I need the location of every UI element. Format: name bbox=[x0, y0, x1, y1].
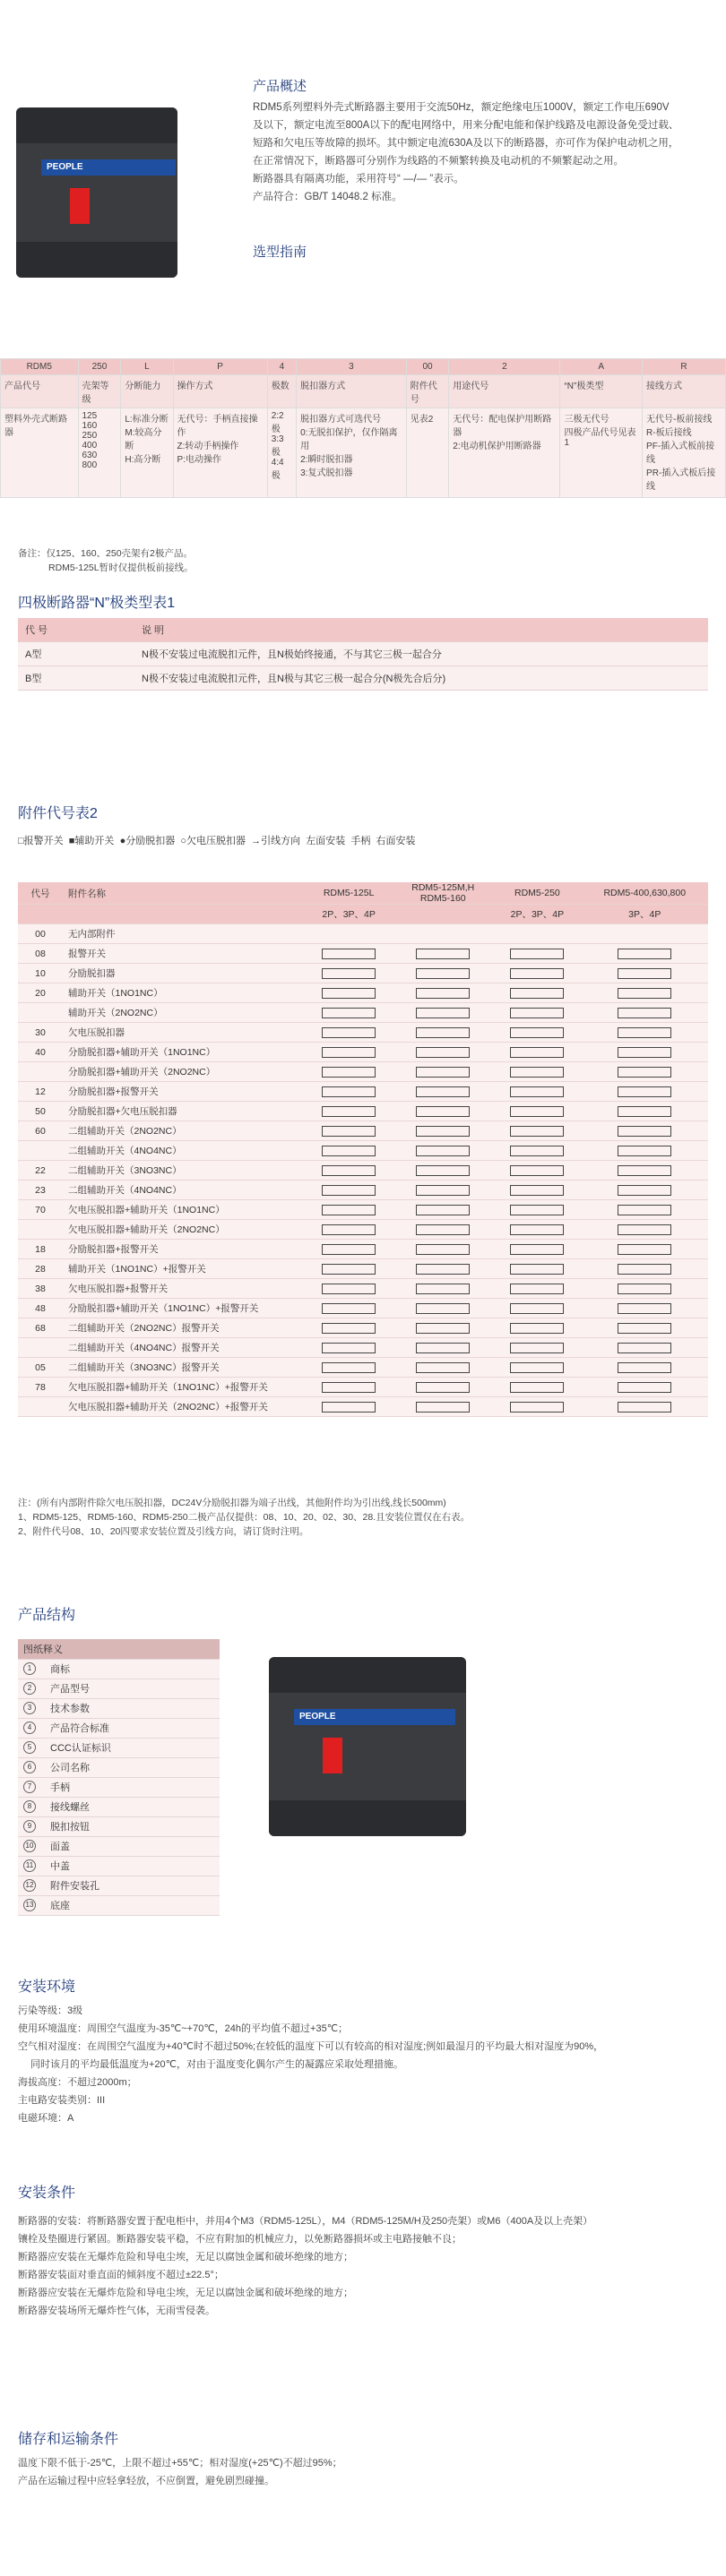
table-row: 分励脱扣器+辅助开关（2NO2NC） bbox=[18, 1062, 708, 1082]
list-item: 8 接线螺丝 bbox=[18, 1797, 220, 1816]
accessory-symbol bbox=[416, 1086, 470, 1097]
accessory-symbol bbox=[510, 1008, 564, 1018]
list-item: 9 脱扣按钮 bbox=[18, 1816, 220, 1836]
accessory-symbol bbox=[416, 1343, 470, 1353]
accessory-symbol bbox=[618, 1067, 671, 1078]
accessory-symbol bbox=[416, 1303, 470, 1314]
accessory-symbol bbox=[416, 1205, 470, 1215]
accessory-legend: □报警开关 ■辅助开关 ●分励脱扣器 ○欠电压脱扣器 →引线方向 左面安装 手柄 右面安装 bbox=[18, 836, 416, 846]
accessory-symbol bbox=[618, 1323, 671, 1334]
accessory-symbol bbox=[510, 1086, 564, 1097]
accessory-symbol bbox=[618, 1008, 671, 1018]
table-row: 30 欠电压脱扣器 bbox=[18, 1023, 708, 1043]
structure-breaker-image: PEOPLE bbox=[269, 1657, 466, 1836]
structure-title: 产品结构 bbox=[18, 1608, 76, 1623]
accessory-symbol bbox=[510, 1323, 564, 1334]
table-row: 二组辅助开关（4NO4NC）报警开关 bbox=[18, 1338, 708, 1358]
overview-title: 产品概述 bbox=[253, 79, 307, 94]
list-item: 11 中盖 bbox=[18, 1856, 220, 1876]
accessory-symbol bbox=[510, 1027, 564, 1038]
list-item: 13 底座 bbox=[18, 1895, 220, 1915]
accessory-symbol bbox=[510, 1382, 564, 1393]
table-row: 欠电压脱扣器+辅助开关（2NO2NC）+报警开关 bbox=[18, 1397, 708, 1417]
accessory-symbol bbox=[510, 949, 564, 959]
table-row: 08 报警开关 bbox=[18, 944, 708, 964]
n-table-title: 四极断路器“N”极类型表1 bbox=[18, 596, 176, 611]
accessory-title: 附件代号表2 bbox=[18, 806, 98, 821]
accessory-symbol bbox=[618, 1303, 671, 1314]
accessory-symbol bbox=[618, 1106, 671, 1117]
accessory-symbol bbox=[322, 1067, 376, 1078]
accessory-symbol bbox=[322, 1343, 376, 1353]
table-row: 70 欠电压脱扣器+辅助开关（1NO1NC） bbox=[18, 1200, 708, 1220]
table-row: 00 无内部附件 bbox=[18, 924, 708, 944]
accessory-symbol bbox=[618, 1224, 671, 1235]
accessory-notes: 注：(所有内部附件除欠电压脱扣器，DC24V分励脱扣器为端子出线，其他附件均为引出线,线长500mm) 1、RDM5-125、RDM5-160、RDM5-250二极产品仅提供：08、10、20、02、30、28.且安装位置仅在右表。 2、附件代号08、10、20四要求安装位置及引线方向，请订货时注明。 bbox=[18, 1498, 471, 1537]
accessory-symbol bbox=[322, 988, 376, 999]
accessory-symbol bbox=[618, 1343, 671, 1353]
list-item: 1 商标 bbox=[18, 1659, 220, 1679]
accessory-symbol bbox=[618, 1126, 671, 1137]
accessory-symbol bbox=[322, 1086, 376, 1097]
accessory-symbol bbox=[416, 1402, 470, 1413]
accessory-symbol bbox=[416, 1146, 470, 1156]
storage-list: 温度下限不低于-25℃，上限不超过+55℃；相对湿度(+25℃)不超过95%； 产品在运输过程中应轻拿轻放，不应倒置，避免剧烈碰撞。 bbox=[18, 2458, 342, 2486]
accessory-symbol bbox=[510, 1343, 564, 1353]
accessory-symbol bbox=[322, 1165, 376, 1176]
accessory-symbol bbox=[322, 1284, 376, 1294]
accessory-symbol bbox=[510, 968, 564, 979]
install-title: 安装条件 bbox=[18, 2185, 76, 2201]
accessory-symbol bbox=[510, 1402, 564, 1413]
accessory-symbol bbox=[416, 1244, 470, 1255]
accessory-symbol bbox=[416, 949, 470, 959]
table-row: 18 分励脱扣器+报警开关 bbox=[18, 1240, 708, 1259]
accessory-symbol bbox=[618, 1185, 671, 1196]
accessory-symbol bbox=[510, 1264, 564, 1275]
n-pole-table: 代 号 说 明 A型 N极不安装过电流脱扣元件，且N极始终接通，不与其它三极一起合分 B型 N极不安装过电流脱扣元件，且N极与其它三极一起合分(N极先合后分) bbox=[18, 618, 708, 691]
accessory-symbol bbox=[416, 1264, 470, 1275]
table-row: 20 辅助开关（1NO1NC） bbox=[18, 983, 708, 1003]
table-row: 68 二组辅助开关（2NO2NC）报警开关 bbox=[18, 1318, 708, 1338]
accessory-symbol bbox=[618, 1086, 671, 1097]
breaker-product-image bbox=[16, 107, 177, 278]
accessory-symbol bbox=[510, 1224, 564, 1235]
accessory-symbol bbox=[416, 1008, 470, 1018]
accessory-symbol bbox=[618, 1402, 671, 1413]
accessory-symbol bbox=[510, 1284, 564, 1294]
selection-table: RDM5 250 L P 4 3 00 2 A R 产品代号 壳架等级 分断能力 操作方式 极数 脱扣器方式 附件代号 用途代号 “N”极类型 接线方式 塑料外壳式断路器 125 160 250 400 630 800 L:标准分断 M:较高分断 H:高分断 无代号：手柄直接操作 Z:转动手柄操作 P:电动操作 2:2极 3:3极 4:4极 脱扣器方式可选代号 0:无脱扣保护，仅作隔离用 2:瞬时脱扣器 3:复式脱扣器 见表2 无代号：配电保护用断路器 2:电动机保护用断路器 三极无代号 四极产品代号见表1 无代号-板前接线 R-板后接线 PF-插入式板前接线 PR-插入式板后接线 bbox=[0, 358, 726, 498]
accessory-symbol bbox=[416, 1382, 470, 1393]
accessory-symbol bbox=[510, 1244, 564, 1255]
accessory-symbol bbox=[322, 1008, 376, 1018]
list-item: 6 公司名称 bbox=[18, 1757, 220, 1777]
accessory-symbol bbox=[322, 1106, 376, 1117]
accessory-symbol bbox=[322, 1264, 376, 1275]
accessory-symbol bbox=[322, 949, 376, 959]
env-title: 安装环境 bbox=[18, 1979, 76, 1995]
accessory-symbol bbox=[618, 988, 671, 999]
list-item: 2 产品型号 bbox=[18, 1679, 220, 1698]
accessory-symbol bbox=[510, 1126, 564, 1137]
accessory-symbol bbox=[510, 1303, 564, 1314]
parts-table: 图纸释义 1 商标 2 产品型号 3 技术参数 4 产品符合标准 5 CCC认证标识 6 公司名称 7 手柄 8 接线螺丝 9 脱扣按钮 10 面盖 11 中盖 12 附件安装孔 13 底座 bbox=[18, 1639, 220, 1916]
accessory-symbol bbox=[416, 1165, 470, 1176]
table-row: 78 欠电压脱扣器+辅助开关（1NO1NC）+报警开关 bbox=[18, 1378, 708, 1397]
accessory-symbol bbox=[510, 988, 564, 999]
accessory-symbol bbox=[322, 968, 376, 979]
list-item: 3 技术参数 bbox=[18, 1698, 220, 1718]
accessory-symbol bbox=[618, 1362, 671, 1373]
accessory-symbol bbox=[510, 1047, 564, 1058]
accessory-symbol bbox=[322, 1185, 376, 1196]
accessory-symbol bbox=[510, 1165, 564, 1176]
accessory-symbol bbox=[416, 1323, 470, 1334]
accessory-symbol bbox=[510, 1185, 564, 1196]
accessory-symbol bbox=[416, 1047, 470, 1058]
table-row: 10 分励脱扣器 bbox=[18, 964, 708, 983]
overview-text: RDM5系列塑料外壳式断路器主要用于交流50Hz，额定绝缘电压1000V，额定工作电压690V 及以下，额定电流至800A以下的配电网络中，用来分配电能和保护线路及电源设备免受过载、 短路和欠电压等故障的损坏。其中额定电流630A及以下的断路器，亦可作为保护电动机之用， 在正常情况下，断路器可分别作为线路的不频繁转换及电动机的不频繁起动之用。 断路器具有隔离功能，采用符号“ —/— ”表示。 产品符合：GB/T 14048.2 标准。 bbox=[253, 102, 679, 202]
accessory-symbol bbox=[322, 1224, 376, 1235]
table-row: 05 二组辅助开关（3NO3NC）报警开关 bbox=[18, 1358, 708, 1378]
accessory-symbol bbox=[510, 1362, 564, 1373]
accessory-symbol bbox=[618, 1382, 671, 1393]
accessory-symbol bbox=[416, 1185, 470, 1196]
accessory-symbol bbox=[322, 1047, 376, 1058]
accessory-symbol bbox=[510, 1205, 564, 1215]
table-row: 22 二组辅助开关（3NO3NC） bbox=[18, 1161, 708, 1181]
table-row: 38 欠电压脱扣器+报警开关 bbox=[18, 1279, 708, 1299]
accessory-symbol bbox=[416, 1067, 470, 1078]
accessory-symbol bbox=[322, 1146, 376, 1156]
table-row: 欠电压脱扣器+辅助开关（2NO2NC） bbox=[18, 1220, 708, 1240]
list-item: 7 手柄 bbox=[18, 1777, 220, 1797]
brand-label: PEOPLE bbox=[41, 159, 176, 176]
accessory-symbol bbox=[416, 968, 470, 979]
accessory-symbol bbox=[322, 1126, 376, 1137]
accessory-symbol bbox=[510, 1106, 564, 1117]
table-row: 二组辅助开关（4NO4NC） bbox=[18, 1141, 708, 1161]
accessory-symbol bbox=[618, 1244, 671, 1255]
accessory-symbol bbox=[618, 1146, 671, 1156]
accessory-symbol bbox=[510, 1067, 564, 1078]
table-row: 40 分励脱扣器+辅助开关（1NO1NC） bbox=[18, 1043, 708, 1062]
selection-title: 选型指南 bbox=[253, 245, 307, 260]
accessory-symbol bbox=[322, 1303, 376, 1314]
list-item: 12 附件安装孔 bbox=[18, 1876, 220, 1895]
accessory-symbol bbox=[322, 1027, 376, 1038]
accessory-symbol bbox=[510, 1146, 564, 1156]
accessory-symbol bbox=[618, 1284, 671, 1294]
accessory-symbol bbox=[322, 1382, 376, 1393]
accessory-symbol bbox=[618, 968, 671, 979]
table-row: 23 二组辅助开关（4NO4NC） bbox=[18, 1181, 708, 1200]
accessory-symbol bbox=[618, 1264, 671, 1275]
accessory-table: 代号 附件名称 RDM5-125L RDM5-125M,H RDM5-160 RDM5-250 RDM5-400,630,800 2P、3P、4P 2P、3P、4P 3P、4P 00 无内部附件 08 报警开关 10 分励脱扣器 20 辅助开关（1NO1NC） 辅助开关（2NO2NC） 30 欠电压脱扣器 40 分励脱扣器+辅助开关（1NO1NC） 分励脱扣器+辅助开关（2NO2NC） 12 分励脱扣器+报警开关 50 分励脱扣器+欠电压脱扣器 60 二组辅助开关（2NO2NC） 二组辅助开关（4NO4NC） 22 二组辅助开关（3NO3NC） 23 二组辅助开关（4NO4NC） 70 欠电压脱扣器+辅助开关（1NO1NC） 欠电压脱扣器+辅助开关（2NO2NC） 18 分励脱扣器+报警开关 28 辅助开关（1NO1NC）+报警开关 38 欠电压脱扣器+报警开关 48 分励脱扣器+辅助开关（1NO1NC）+报警开关 68 二组辅助开关（2NO2NC）报警开关 二组辅助开关（4NO4NC）报警开关 05 二组辅助开关（3NO3NC）报警开关 78 欠电压脱扣器+辅助开关（1NO1NC）+报警开关 欠电压脱扣器+辅助开关（2NO2NC）+报警开关 bbox=[18, 882, 708, 1417]
install-list: 断路器的安装：将断路器安置于配电柜中，并用4个M3（RDM5-125L），M4（RDM5-125M/H及250壳架）或M6（400A及以上壳架） 镶栓及垫圈进行紧固。断路器安装平稳，不应有附加的机械应力，以免断路器损坏或主电路接触不良； 断路器应安装在无爆炸危险和导电尘埃，无足以腐蚀金属和破坏绝缘的地方； 断路器安装面对垂直面的倾斜度不超过±22.5°； 断路器应安装在无爆炸危险和导电尘埃，无足以腐蚀金属和破坏绝缘的地方； 断路器安装场所无爆炸性气体，无雨雪侵袭。 bbox=[18, 2216, 593, 2316]
table-row: 48 分励脱扣器+辅助开关（1NO1NC）+报警开关 bbox=[18, 1299, 708, 1318]
selection-notes: 备注：仅125、160、250壳架有2极产品。 RDM5-125L暂时仅提供板前接线。 bbox=[18, 548, 194, 573]
accessory-symbol bbox=[618, 1027, 671, 1038]
accessory-symbol bbox=[618, 1047, 671, 1058]
accessory-symbol bbox=[322, 1402, 376, 1413]
accessory-symbol bbox=[416, 1027, 470, 1038]
accessory-symbol bbox=[416, 988, 470, 999]
accessory-symbol bbox=[416, 1362, 470, 1373]
table-row: 50 分励脱扣器+欠电压脱扣器 bbox=[18, 1102, 708, 1121]
accessory-symbol bbox=[322, 1323, 376, 1334]
env-list: 污染等级：3级 使用环境温度：周围空气温度为-35℃~+70℃，24h的平均值不超过+35℃； 空气相对湿度：在周围空气温度为+40℃时不超过50%;在较低的温度下可以有较高的相对湿度;例如最湿月的平均最大相对湿度为90%， 同时该月的平均最低温度为+20℃，对由于温度变化偶尔产生的凝露应采取处理措施。 海拔高度：不超过2000m； 主电路安装类别：III 电磁环境：A bbox=[18, 2005, 604, 2124]
accessory-symbol bbox=[416, 1126, 470, 1137]
table-row: 辅助开关（2NO2NC） bbox=[18, 1003, 708, 1023]
list-item: 10 面盖 bbox=[18, 1836, 220, 1856]
table-row: 12 分励脱扣器+报警开关 bbox=[18, 1082, 708, 1102]
list-item: 4 产品符合标准 bbox=[18, 1718, 220, 1738]
accessory-symbol bbox=[416, 1106, 470, 1117]
storage-title: 储存和运输条件 bbox=[18, 2432, 119, 2447]
table-row: 60 二组辅助开关（2NO2NC） bbox=[18, 1121, 708, 1141]
accessory-symbol bbox=[416, 1224, 470, 1235]
accessory-symbol bbox=[416, 1284, 470, 1294]
accessory-symbol bbox=[322, 1244, 376, 1255]
accessory-symbol bbox=[618, 1165, 671, 1176]
accessory-symbol bbox=[618, 1205, 671, 1215]
list-item: 5 CCC认证标识 bbox=[18, 1738, 220, 1757]
breaker-handle bbox=[70, 188, 90, 224]
accessory-symbol bbox=[618, 949, 671, 959]
table-row: 28 辅助开关（1NO1NC）+报警开关 bbox=[18, 1259, 708, 1279]
accessory-symbol bbox=[322, 1362, 376, 1373]
accessory-symbol bbox=[322, 1205, 376, 1215]
